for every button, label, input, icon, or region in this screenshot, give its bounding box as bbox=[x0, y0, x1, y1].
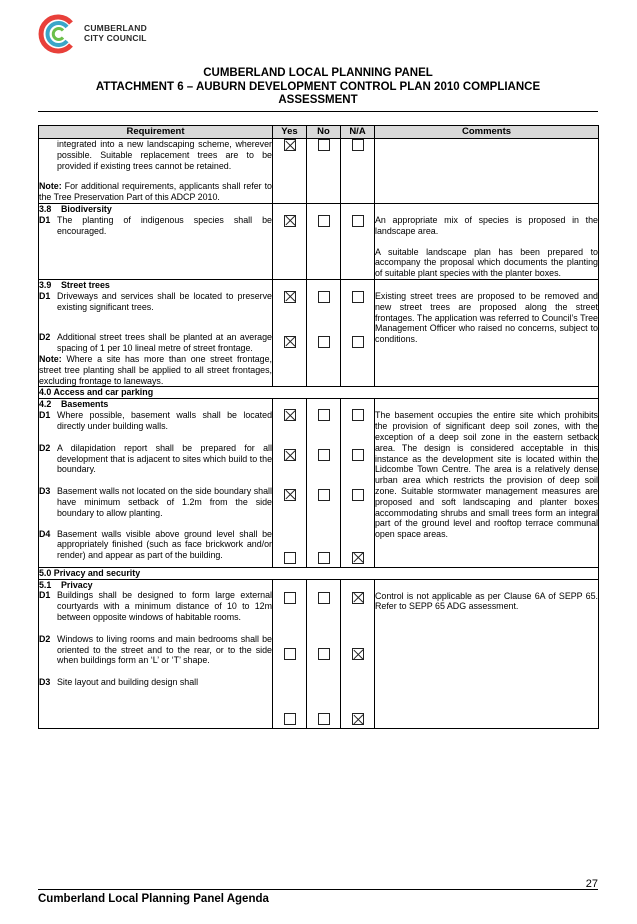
yes-checkbox[interactable] bbox=[284, 291, 296, 303]
yes-checkbox[interactable] bbox=[284, 449, 296, 461]
logo-text bbox=[84, 23, 147, 43]
page-number: 27 bbox=[585, 878, 598, 890]
na-checkbox[interactable] bbox=[352, 489, 364, 501]
control-d3: D3 Site layout and building design shall bbox=[39, 677, 199, 688]
yes-checkbox[interactable] bbox=[284, 139, 296, 151]
na-checkbox[interactable] bbox=[352, 449, 364, 461]
na-checkbox[interactable] bbox=[352, 336, 364, 348]
na-checkbox[interactable] bbox=[352, 215, 364, 227]
compliance-table bbox=[38, 125, 599, 729]
page-header bbox=[38, 67, 598, 108]
yes-checkbox[interactable] bbox=[284, 713, 296, 725]
tree-note: Note: For additional requirements, applicants shall refer to the Tree Preservation Part of this ADCP 2010. bbox=[39, 181, 272, 203]
yes-checkbox[interactable] bbox=[284, 552, 296, 564]
table-row bbox=[39, 567, 599, 579]
section-privacy: 5.1 Privacy bbox=[39, 579, 93, 590]
table-header-row bbox=[39, 126, 599, 139]
control-d1: D1 The planting of indigenous species shall be encouraged. bbox=[39, 214, 272, 236]
yes-checkbox[interactable] bbox=[284, 409, 296, 421]
na-checkbox[interactable] bbox=[352, 713, 364, 725]
yes-checkbox[interactable] bbox=[284, 336, 296, 348]
no-checkbox[interactable] bbox=[318, 449, 330, 461]
control-d1: D1 Driveways and services shall be located to preserve existing significant trees. bbox=[39, 290, 272, 312]
requirement-cell bbox=[39, 579, 273, 728]
continued-text: integrated into a new landscaping scheme, wherever possible. Suitable replacement trees are to be provided if existing trees cannot be retained. bbox=[57, 139, 272, 171]
control-d1: D1 Where possible, basement walls shall be located directly under building walls. bbox=[39, 410, 272, 431]
control-d2: D2 Windows to living rooms and main bedrooms shall be oriented to the street and to the rear, or to the side when buildings form an ‘L’ or ‘T’ shape. bbox=[39, 633, 272, 666]
basements-comment: The basement occupies the entire site which prohibits the provision of significant deep soil zones, with the exception of a deep soil zone in the eastern setback area. The design is considered acceptable in this instance as the development site is located within the Lidcombe Town Centre. The area is a relatively dense urban area which restricts the provision of deep soil zone. Suitable stormwater management measures are proposed and soft landscaping and planter boxes accommodating shrubs and small trees form an integral part of the ground level and rooftop terrace communal open space areas. bbox=[375, 410, 598, 540]
cumberland-logo-icon bbox=[38, 14, 78, 54]
col-yes: Yes bbox=[273, 126, 307, 139]
street-tree-note: Note: Where a site has more than one street frontage, street tree planting shall be applied to all street frontages, excluding frontage to laneways. bbox=[39, 353, 272, 386]
yes-checkbox[interactable] bbox=[284, 648, 296, 660]
na-checkbox[interactable] bbox=[352, 648, 364, 660]
na-checkbox[interactable] bbox=[352, 592, 364, 604]
no-checkbox[interactable] bbox=[318, 139, 330, 151]
requirement-cell bbox=[39, 399, 273, 567]
control-d2: D2 Additional street trees shall be planted at an average spacing of 1 per 10 lineal metre of street frontage. bbox=[39, 332, 272, 354]
requirement-cell bbox=[39, 203, 273, 279]
logo-line2: CITY COUNCIL bbox=[84, 33, 147, 43]
na-checkbox[interactable] bbox=[352, 552, 364, 564]
col-requirement: Requirement bbox=[39, 126, 273, 139]
comment-cell bbox=[375, 203, 599, 279]
table-row bbox=[39, 387, 599, 399]
yes-checkbox[interactable] bbox=[284, 489, 296, 501]
table-row bbox=[39, 579, 599, 728]
table-row bbox=[39, 399, 599, 567]
col-comments: Comments bbox=[375, 126, 599, 139]
no-checkbox[interactable] bbox=[318, 291, 330, 303]
privacy-comment: Control is not applicable as per Clause 6A of SEPP 65. Refer to SEPP 65 ADG assessment. bbox=[375, 590, 598, 612]
section-biodiversity: 3.8 Biodiversity bbox=[39, 203, 112, 214]
section-basements: 4.2 Basements bbox=[39, 399, 109, 410]
table-row bbox=[39, 139, 599, 204]
footer-agenda-title: Cumberland Local Planning Panel Agenda bbox=[38, 893, 269, 905]
no-checkbox[interactable] bbox=[318, 552, 330, 564]
header-line1: CUMBERLAND LOCAL PLANNING PANEL bbox=[203, 67, 433, 79]
comment-cell bbox=[375, 139, 599, 204]
col-no: No bbox=[307, 126, 341, 139]
comment-cell bbox=[375, 399, 599, 567]
no-checkbox[interactable] bbox=[318, 713, 330, 725]
section-access-car-parking: 4.0 Access and car parking bbox=[39, 387, 599, 399]
col-na: N/A bbox=[341, 126, 375, 139]
no-checkbox[interactable] bbox=[318, 409, 330, 421]
control-d2: D2 A dilapidation report shall be prepared for all development that is adjacent to sites which build to the boundary. bbox=[39, 442, 272, 475]
logo-line1: CUMBERLAND bbox=[84, 23, 147, 33]
yes-checkbox[interactable] bbox=[284, 215, 296, 227]
no-checkbox[interactable] bbox=[318, 489, 330, 501]
control-d3: D3 Basement walls not located on the side boundary shall have minimum setback of 1.2m from the side boundary to allow planting. bbox=[39, 486, 272, 518]
header-line2: ATTACHMENT 6 – AUBURN DEVELOPMENT CONTROL PLAN 2010 COMPLIANCE bbox=[95, 80, 541, 93]
header-divider bbox=[38, 111, 598, 112]
control-d4: D4 Basement walls visible above ground level shall be appropriately finished (such as face brickwork and/or render) and appear as part of the building. bbox=[39, 528, 272, 561]
control-d1: D1 Buildings shall be designed to form large external courtyards with a minimum distance of 10 to 12m between opposite windows of habitable rooms. bbox=[39, 590, 272, 622]
biodiversity-comment-2: A suitable landscape plan has been prepared to accompany the proposal which documents the planting of suitable plant species with the planter boxes. bbox=[375, 246, 598, 279]
table-row bbox=[39, 279, 599, 386]
na-checkbox[interactable] bbox=[352, 291, 364, 303]
section-privacy-security: 5.0 Privacy and security bbox=[39, 567, 599, 579]
header-line3: ASSESSMENT bbox=[278, 94, 358, 106]
requirement-cell bbox=[39, 279, 273, 386]
comment-cell bbox=[375, 279, 599, 386]
no-checkbox[interactable] bbox=[318, 215, 330, 227]
na-checkbox[interactable] bbox=[352, 139, 364, 151]
street-trees-comment: Existing street trees are proposed to be removed and new street trees are proposed along the street frontages. The application was referred to Council’s Tree Management Officer who raised no concerns, subject to conditions. bbox=[375, 290, 598, 345]
no-checkbox[interactable] bbox=[318, 592, 330, 604]
requirement-cell bbox=[39, 139, 273, 204]
table-row bbox=[39, 203, 599, 279]
no-checkbox[interactable] bbox=[318, 336, 330, 348]
no-checkbox[interactable] bbox=[318, 648, 330, 660]
biodiversity-comment-1: An appropriate mix of species is proposed in the landscape area. bbox=[375, 214, 598, 236]
yes-checkbox[interactable] bbox=[284, 592, 296, 604]
section-street-trees: 3.9 Street trees bbox=[39, 279, 110, 290]
na-checkbox[interactable] bbox=[352, 409, 364, 421]
comment-cell bbox=[375, 579, 599, 728]
footer-divider bbox=[38, 889, 598, 890]
